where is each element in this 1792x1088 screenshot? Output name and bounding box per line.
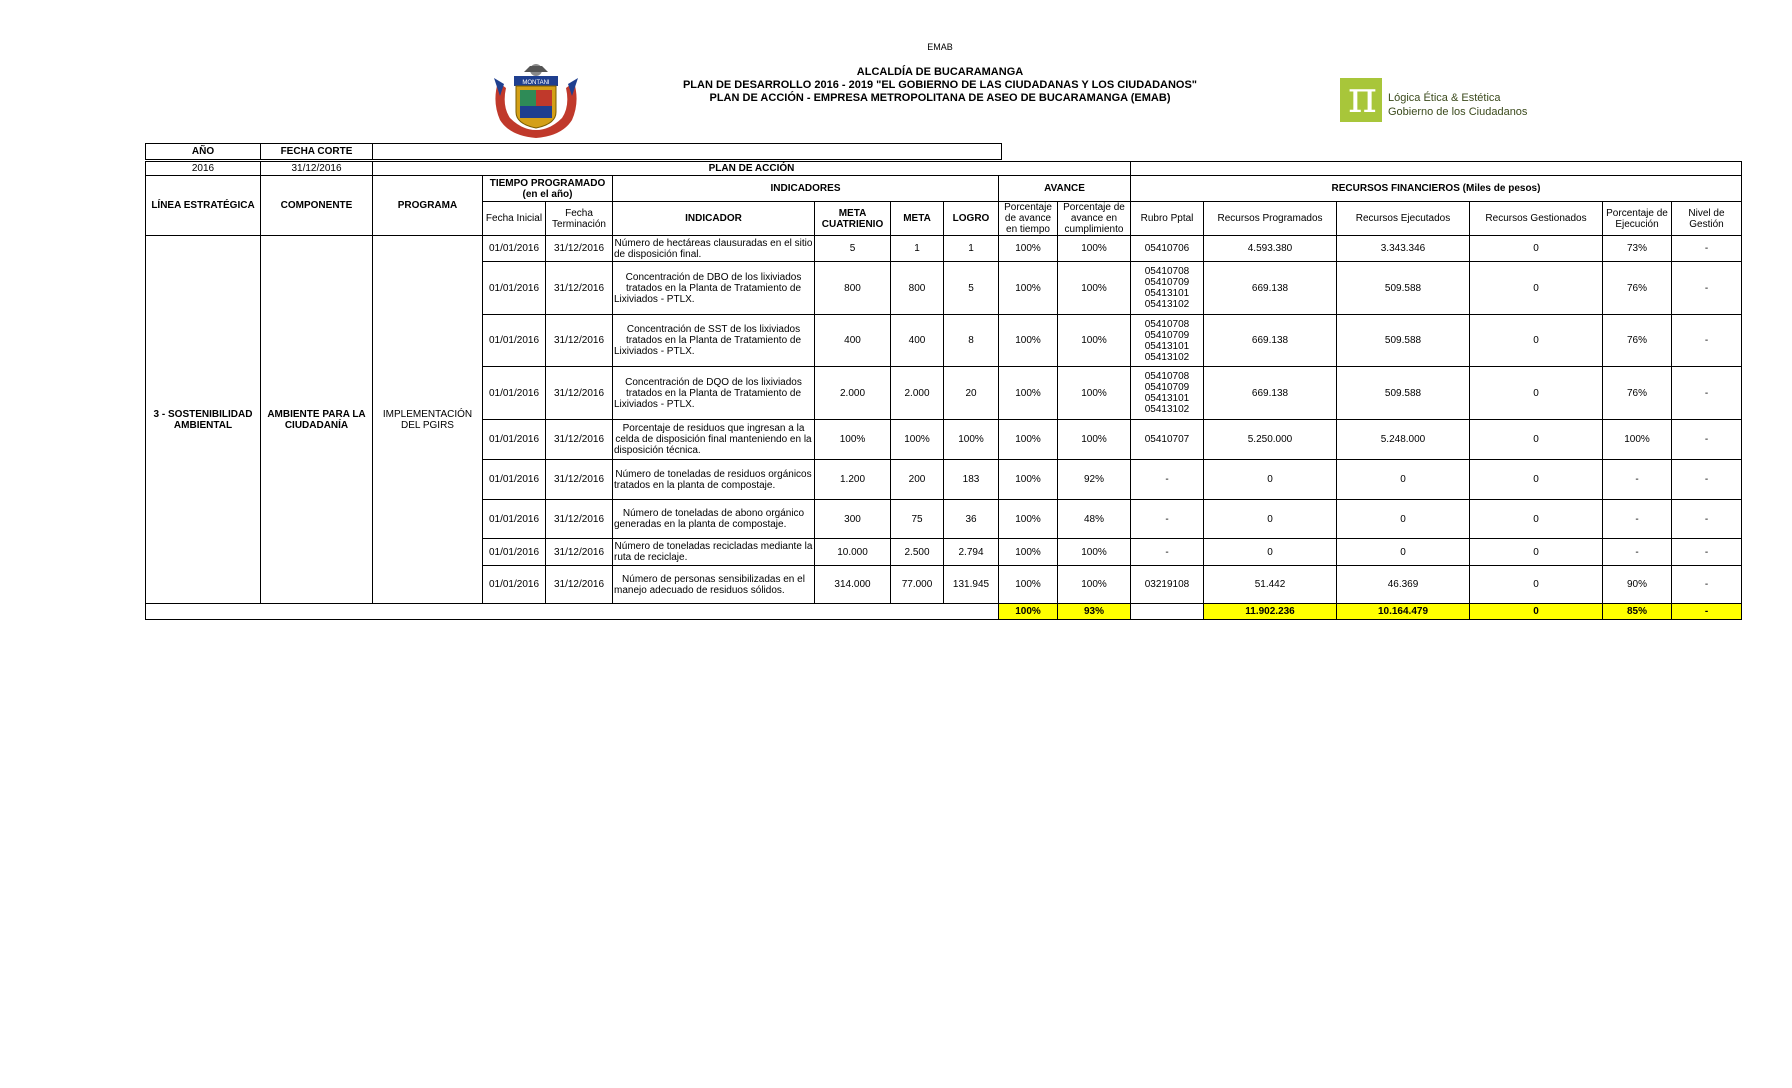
fecha-inicial: 01/01/2016	[483, 460, 546, 500]
totals-row	[146, 604, 1742, 620]
header-pct-tiempo: Porcentaje de avance en tiempo	[999, 202, 1058, 236]
meta-cuatrienio: 314.000	[815, 566, 891, 604]
rubro: 05410708 05410709 05413101 05413102	[1131, 367, 1204, 420]
meta-cuatrienio: 800	[815, 262, 891, 315]
nivel-gestion: -	[1672, 367, 1742, 420]
recursos-ejecutados: 5.248.000	[1337, 420, 1470, 460]
fecha-terminacion: 31/12/2016	[546, 262, 613, 315]
logro: 8	[944, 315, 999, 367]
header-pct-ejecucion: Porcentaje de Ejecución	[1603, 202, 1672, 236]
recursos-programados: 4.593.380	[1204, 236, 1337, 262]
header-indicador: INDICADOR	[613, 202, 815, 236]
indicador: Concentración de SST de los lixiviados tratados en la Planta de Tratamiento de Lixiviados - PTLX.	[613, 315, 815, 367]
fecha-inicial: 01/01/2016	[483, 236, 546, 262]
total-ejecutados: 10.164.479	[1337, 604, 1470, 620]
indicador: Número de toneladas recicladas mediante la ruta de reciclaje.	[613, 539, 815, 566]
pct-tiempo: 100%	[999, 500, 1058, 539]
meta-cuatrienio: 10.000	[815, 539, 891, 566]
title-alcaldia: ALCALDÍA DE BUCARAMANGA	[856, 66, 1024, 78]
recursos-programados: 669.138	[1204, 367, 1337, 420]
nivel-gestion: -	[1672, 539, 1742, 566]
year-label: AÑO	[146, 144, 261, 160]
pct-ejecucion: -	[1603, 500, 1672, 539]
total-pct-ejecucion: 85%	[1603, 604, 1672, 620]
pct-ejecucion: 90%	[1603, 566, 1672, 604]
total-programados: 11.902.236	[1204, 604, 1337, 620]
total-pct-cumplimiento: 93%	[1058, 604, 1131, 620]
recursos-ejecutados: 0	[1337, 500, 1470, 539]
recursos-gestionados: 0	[1470, 566, 1603, 604]
header-logro: LOGRO	[944, 202, 999, 236]
rubro: 05410707	[1131, 420, 1204, 460]
recursos-programados: 0	[1204, 500, 1337, 539]
pct-cumplimiento: 100%	[1058, 420, 1131, 460]
pct-tiempo: 100%	[999, 566, 1058, 604]
recursos-gestionados: 0	[1470, 367, 1603, 420]
header-meta: META	[891, 202, 944, 236]
fecha-inicial: 01/01/2016	[483, 367, 546, 420]
indicador: Número de personas sensibilizadas en el manejo adecuado de residuos sólidos.	[613, 566, 815, 604]
recursos-ejecutados: 509.588	[1337, 315, 1470, 367]
logro: 36	[944, 500, 999, 539]
fecha-inicial: 01/01/2016	[483, 262, 546, 315]
meta-cuatrienio: 5	[815, 236, 891, 262]
bucaramanga-seal-icon	[490, 62, 582, 140]
pct-ejecucion: 76%	[1603, 262, 1672, 315]
fecha-terminacion: 31/12/2016	[546, 315, 613, 367]
brand-line-2: Gobierno de los Ciudadanos	[1388, 106, 1528, 118]
pct-cumplimiento: 100%	[1058, 262, 1131, 315]
document-titles	[600, 66, 1280, 105]
recursos-gestionados: 0	[1470, 460, 1603, 500]
header-nivel: Nivel de Gestión	[1672, 202, 1742, 236]
pct-cumplimiento: 100%	[1058, 367, 1131, 420]
meta: 77.000	[891, 566, 944, 604]
logro: 2.794	[944, 539, 999, 566]
recursos-programados: 0	[1204, 539, 1337, 566]
rubro: -	[1131, 500, 1204, 539]
meta: 200	[891, 460, 944, 500]
header-recursos: RECURSOS FINANCIEROS (Miles de pesos)	[1131, 176, 1742, 202]
meta: 1	[891, 236, 944, 262]
header-meta-cuatrienio: META CUATRIENIO	[815, 202, 891, 236]
indicador: Número de hectáreas clausuradas en el sitio de disposición final.	[613, 236, 815, 262]
recursos-programados: 51.442	[1204, 566, 1337, 604]
recursos-ejecutados: 0	[1337, 460, 1470, 500]
pct-tiempo: 100%	[999, 460, 1058, 500]
header-fecha-inicial: Fecha Inicial	[483, 202, 546, 236]
meta: 800	[891, 262, 944, 315]
recursos-gestionados: 0	[1470, 420, 1603, 460]
fecha-inicial: 01/01/2016	[483, 500, 546, 539]
logro: 183	[944, 460, 999, 500]
meta-cuatrienio: 1.200	[815, 460, 891, 500]
meta: 2.500	[891, 539, 944, 566]
pct-tiempo: 100%	[999, 236, 1058, 262]
header-programados: Recursos Programados	[1204, 202, 1337, 236]
fecha-inicial: 01/01/2016	[483, 420, 546, 460]
meta: 400	[891, 315, 944, 367]
total-nivel: -	[1672, 604, 1742, 620]
recursos-ejecutados: 509.588	[1337, 367, 1470, 420]
plan-table	[145, 161, 1742, 620]
header-programa: PROGRAMA	[373, 176, 483, 236]
year-block	[145, 143, 1002, 160]
nivel-gestion: -	[1672, 262, 1742, 315]
indicador: Concentración de DBO de los lixiviados tratados en la Planta de Tratamiento de Lixiviados - PTLX.	[613, 262, 815, 315]
pct-ejecucion: 76%	[1603, 315, 1672, 367]
plan-accion-label: PLAN DE ACCIÓN	[373, 162, 1131, 176]
recursos-ejecutados: 0	[1337, 539, 1470, 566]
recursos-ejecutados: 509.588	[1337, 262, 1470, 315]
meta: 75	[891, 500, 944, 539]
pi-logo-icon: π	[1340, 78, 1382, 122]
pct-cumplimiento: 100%	[1058, 315, 1131, 367]
pct-tiempo: 100%	[999, 539, 1058, 566]
header-fecha-terminacion: Fecha Terminación	[546, 202, 613, 236]
document-code: EMAB	[927, 42, 953, 52]
header-rubro: Rubro Pptal	[1131, 202, 1204, 236]
pct-tiempo: 100%	[999, 420, 1058, 460]
recursos-gestionados: 0	[1470, 315, 1603, 367]
recursos-programados: 669.138	[1204, 315, 1337, 367]
fecha-terminacion: 31/12/2016	[546, 539, 613, 566]
header-pct-cumplimiento: Porcentaje de avance en cumplimiento	[1058, 202, 1131, 236]
fecha-terminacion: 31/12/2016	[546, 236, 613, 262]
recursos-gestionados: 0	[1470, 539, 1603, 566]
indicador: Número de toneladas de abono orgánico generadas en la planta de compostaje.	[613, 500, 815, 539]
recursos-programados: 0	[1204, 460, 1337, 500]
table-row	[146, 236, 1742, 262]
fecha-terminacion: 31/12/2016	[546, 460, 613, 500]
meta: 100%	[891, 420, 944, 460]
pct-ejecucion: -	[1603, 539, 1672, 566]
rubro: -	[1131, 460, 1204, 500]
header-indicadores: INDICADORES	[613, 176, 999, 202]
linea-estrategica: 3 - SOSTENIBILIDAD AMBIENTAL	[146, 236, 261, 604]
rubro: -	[1131, 539, 1204, 566]
logro: 1	[944, 236, 999, 262]
fecha-inicial: 01/01/2016	[483, 315, 546, 367]
brand-logo	[1340, 72, 1528, 123]
nivel-gestion: -	[1672, 500, 1742, 539]
meta-cuatrienio: 2.000	[815, 367, 891, 420]
nivel-gestion: -	[1672, 420, 1742, 460]
nivel-gestion: -	[1672, 566, 1742, 604]
logro: 5	[944, 262, 999, 315]
brand-line-1: Lógica Ética & Estética	[1388, 92, 1501, 104]
pct-ejecucion: -	[1603, 460, 1672, 500]
recursos-ejecutados: 46.369	[1337, 566, 1470, 604]
header-tiempo: TIEMPO PROGRAMADO (en el año)	[483, 176, 613, 202]
meta-cuatrienio: 400	[815, 315, 891, 367]
fecha-terminacion: 31/12/2016	[546, 367, 613, 420]
title-plan-accion: PLAN DE ACCIÓN - EMPRESA METROPOLITANA DE ASEO DE BUCARAMANGA (EMAB)	[709, 92, 1171, 104]
header-gestionados: Recursos Gestionados	[1470, 202, 1603, 236]
pct-tiempo: 100%	[999, 367, 1058, 420]
rubro: 05410706	[1131, 236, 1204, 262]
nivel-gestion: -	[1672, 460, 1742, 500]
logro: 100%	[944, 420, 999, 460]
pct-tiempo: 100%	[999, 315, 1058, 367]
recursos-gestionados: 0	[1470, 262, 1603, 315]
pct-ejecucion: 73%	[1603, 236, 1672, 262]
year-value: 2016	[146, 162, 261, 176]
pct-cumplimiento: 100%	[1058, 566, 1131, 604]
total-gestionados: 0	[1470, 604, 1603, 620]
fecha-inicial: 01/01/2016	[483, 566, 546, 604]
indicador: Número de toneladas de residuos orgánicos tratados en la planta de compostaje.	[613, 460, 815, 500]
pct-tiempo: 100%	[999, 262, 1058, 315]
componente: AMBIENTE PARA LA CIUDADANÍA	[261, 236, 373, 604]
indicador: Porcentaje de residuos que ingresan a la celda de disposición final manteniendo en la disposición técnica.	[613, 420, 815, 460]
pct-cumplimiento: 100%	[1058, 539, 1131, 566]
title-plan-desarrollo: PLAN DE DESARROLLO 2016 - 2019 "EL GOBIERNO DE LAS CIUDADANAS Y LOS CIUDADANOS"	[682, 79, 1198, 91]
fecha-terminacion: 31/12/2016	[546, 500, 613, 539]
rubro: 05410708 05410709 05413101 05413102	[1131, 262, 1204, 315]
header-avance: AVANCE	[999, 176, 1131, 202]
recursos-programados: 5.250.000	[1204, 420, 1337, 460]
pct-cumplimiento: 100%	[1058, 236, 1131, 262]
recursos-ejecutados: 3.343.346	[1337, 236, 1470, 262]
recursos-gestionados: 0	[1470, 236, 1603, 262]
pct-ejecucion: 100%	[1603, 420, 1672, 460]
nivel-gestion: -	[1672, 236, 1742, 262]
meta-cuatrienio: 300	[815, 500, 891, 539]
fecha-terminacion: 31/12/2016	[546, 566, 613, 604]
recursos-gestionados: 0	[1470, 500, 1603, 539]
header-linea: LÍNEA ESTRATÉGICA	[146, 176, 261, 236]
nivel-gestion: -	[1672, 315, 1742, 367]
seal-motto: MONTANI	[522, 80, 550, 86]
programa: IMPLEMENTACIÓN DEL PGIRS	[373, 236, 483, 604]
header-ejecutados: Recursos Ejecutados	[1337, 202, 1470, 236]
logro: 131.945	[944, 566, 999, 604]
cut-date-label: FECHA CORTE	[261, 144, 373, 160]
meta: 2.000	[891, 367, 944, 420]
fecha-inicial: 01/01/2016	[483, 539, 546, 566]
recursos-programados: 669.138	[1204, 262, 1337, 315]
pct-cumplimiento: 92%	[1058, 460, 1131, 500]
fecha-terminacion: 31/12/2016	[546, 420, 613, 460]
total-pct-tiempo: 100%	[999, 604, 1058, 620]
indicador: Concentración de DQO de los lixiviados tratados en la Planta de Tratamiento de Lixiviados - PTLX.	[613, 367, 815, 420]
meta-cuatrienio: 100%	[815, 420, 891, 460]
pct-ejecucion: 76%	[1603, 367, 1672, 420]
rubro: 03219108	[1131, 566, 1204, 604]
header-componente: COMPONENTE	[261, 176, 373, 236]
pct-cumplimiento: 48%	[1058, 500, 1131, 539]
cut-date-value: 31/12/2016	[261, 162, 373, 176]
logro: 20	[944, 367, 999, 420]
rubro: 05410708 05410709 05413101 05413102	[1131, 315, 1204, 367]
